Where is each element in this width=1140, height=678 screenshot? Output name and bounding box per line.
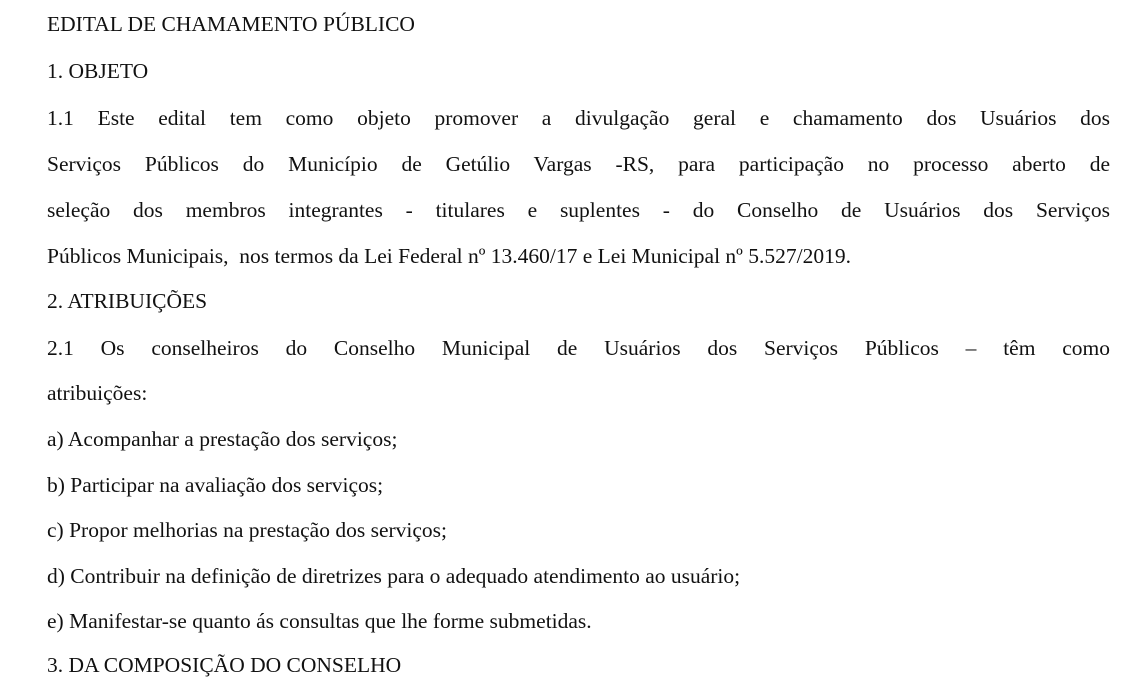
paragraph-2-1-line-1: 2.1 Os conselheiros do Conselho Municipal de Usuários dos Serviços Públicos – têm como bbox=[47, 336, 1110, 360]
list-item-b: b) Participar na avaliação dos serviços; bbox=[47, 473, 384, 497]
section-3-heading: 3. DA COMPOSIÇÃO DO CONSELHO bbox=[47, 653, 402, 677]
paragraph-1-1-line-2: Serviços Públicos do Município de Getúlio Vargas -RS, para participação no processo aberto de bbox=[47, 152, 1110, 176]
list-item-a: a) Acompanhar a prestação dos serviços; bbox=[47, 427, 398, 451]
list-item-d: d) Contribuir na definição de diretrizes para o adequado atendimento ao usuário; bbox=[47, 564, 741, 588]
document-title: EDITAL DE CHAMAMENTO PÚBLICO bbox=[47, 12, 415, 36]
paragraph-1-1-line-3: seleção dos membros integrantes - titulares e suplentes - do Conselho de Usuários dos Serviços bbox=[47, 198, 1110, 222]
section-2-heading: 2. ATRIBUIÇÕES bbox=[47, 289, 208, 313]
list-item-c: c) Propor melhorias na prestação dos serviços; bbox=[47, 518, 448, 542]
paragraph-1-1-line-1: 1.1 Este edital tem como objeto promover a divulgação geral e chamamento dos Usuários dos bbox=[47, 106, 1110, 130]
section-1-heading: 1. OBJETO bbox=[47, 59, 149, 83]
paragraph-1-1-line-4: Públicos Municipais, nos termos da Lei Federal nº 13.460/17 e Lei Municipal nº 5.527/2019. bbox=[47, 244, 851, 268]
list-item-e: e) Manifestar-se quanto ás consultas que lhe forme submetidas. bbox=[47, 609, 592, 633]
paragraph-2-1-line-2: atribuições: bbox=[47, 381, 148, 405]
